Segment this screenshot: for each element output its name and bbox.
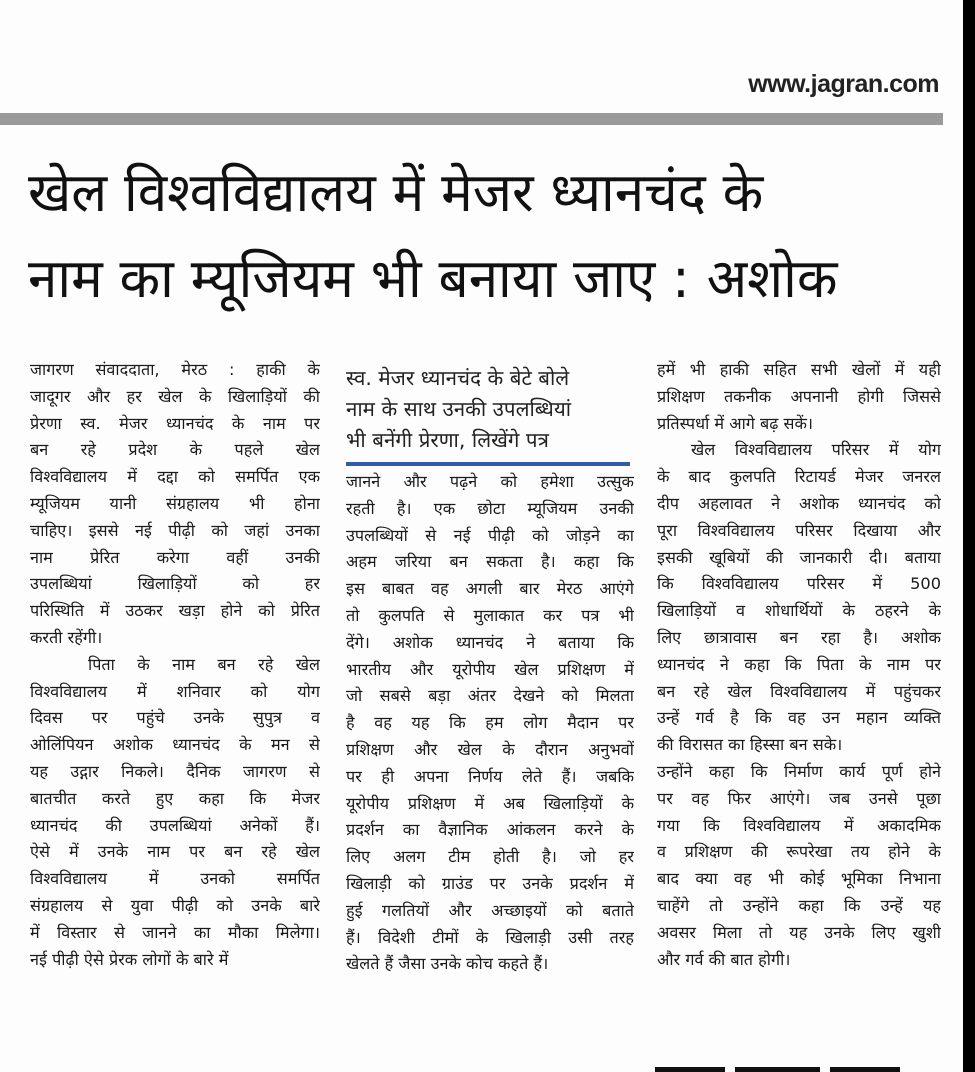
article-line: पिता के नाम बन रहे खेल bbox=[88, 654, 320, 674]
header-rule-bar bbox=[0, 113, 943, 125]
article-line: कि विश्वविद्यालय परिसर में 500 bbox=[657, 574, 941, 594]
article-line: उन्होंने कहा कि निर्माण कार्य पूर्ण होने bbox=[657, 761, 941, 781]
article-line: देंगे। अशोक ध्यानचंद ने बताया कि bbox=[346, 632, 634, 652]
subheading bbox=[346, 357, 634, 456]
article-line: जागरण संवाददाता, मेरठ : हाकी के bbox=[30, 360, 320, 379]
article-line: यूरोपीय प्रशिक्षण में अब खिलाड़ियों के bbox=[346, 793, 634, 813]
article-line: विश्वविद्यालय में दद्दा को समर्पित एक bbox=[30, 467, 320, 487]
article-line: प्रशिक्षण और खेल के दौरान अनुभवों bbox=[346, 739, 634, 759]
article-line: गया कि विश्वविद्यालय में अकादमिक bbox=[657, 815, 941, 835]
article-line: बन रहे खेल विश्वविद्यालय में पहुंचकर bbox=[657, 681, 941, 701]
article-line: की विरासत का हिस्सा बन सके। bbox=[657, 735, 843, 755]
article-line: नई पीढ़ी ऐसे प्रेरक लोगों के बारे में bbox=[30, 949, 229, 969]
article-line: लिए अलग टीम होती है। जो हर bbox=[346, 847, 634, 867]
article-line: खेल विश्वविद्यालय परिसर में योग bbox=[691, 440, 941, 460]
article-line: इस बाबत वह अगली बार मेरठ आएंगे bbox=[346, 579, 634, 599]
subheading-line: स्व. मेजर ध्यानचंद के बेटे बोले bbox=[346, 366, 570, 390]
article-line: प्रशिक्षण तकनीक अपनानी होगी जिससे bbox=[657, 386, 941, 406]
article-line: बाद क्या वह भी कोई भूमिका निभाना bbox=[657, 869, 941, 889]
subheading-line: भी बनेंगी प्रेरणा, लिखेंगे पत्र bbox=[346, 428, 549, 452]
article-line: दीप अहलावत ने अशोक ध्यानचंद को bbox=[657, 493, 941, 513]
article-line: खिलाड़ियों व शोधार्थियों के ठहरने के bbox=[657, 601, 941, 621]
article-line: बातचीत करते हुए कहा कि मेजर bbox=[30, 788, 320, 808]
article-line: ऐसे में उनके नाम पर बन रहे खेल bbox=[30, 842, 320, 862]
article-line: नाम प्रेरित करेगा वहीं उनकी bbox=[30, 547, 320, 567]
article-line: चाहेंगे तो उन्होंने कहा कि उन्हें यह bbox=[657, 895, 941, 915]
article-line: म्यूजियम यानी संग्रहालय भी होना bbox=[30, 493, 320, 513]
article-line: अवसर मिला तो यह उनके लिए खुशी bbox=[657, 922, 941, 942]
article-line: भारतीय और यूरोपीय खेल प्रशिक्षण में bbox=[346, 659, 634, 679]
article-column-2 bbox=[346, 357, 634, 978]
article-line: है वह यह कि हम लोग मैदान पर bbox=[346, 713, 634, 733]
subheading-line: नाम के साथ उनकी उपलब्धियां bbox=[346, 397, 572, 421]
article-line: जानने और पढ़ने को हमेशा उत्सुक bbox=[346, 472, 634, 491]
article-line: पर वह फिर आएंगे। जब उनसे पूछा bbox=[657, 788, 941, 808]
article-line: पर ही अपना निर्णय लेते हैं। जबकि bbox=[346, 766, 634, 786]
article-line: विश्वविद्यालय में उनको समर्पित bbox=[30, 869, 320, 889]
headline bbox=[28, 150, 925, 322]
article-line: के बाद कुलपति रिटायर्ड मेजर जनरल bbox=[657, 467, 941, 487]
article-column-3 bbox=[657, 357, 941, 973]
article-line: चाहिए। इससे नई पीढ़ी को जहां उनका bbox=[30, 520, 320, 540]
scan-edge-strip bbox=[963, 0, 975, 1072]
article-line: पूरा विश्वविद्यालय परिसर दिखाया और bbox=[657, 520, 941, 540]
article-line: प्रतिस्पर्धा में आगे बढ़ सकें। bbox=[657, 413, 814, 433]
article-line: हैं। विदेशी टीमों के खिलाड़ी उसी तरह bbox=[346, 927, 634, 947]
article-column-1 bbox=[30, 357, 320, 973]
article-line: यह उद्गार निकले। दैनिक जागरण से bbox=[30, 761, 320, 781]
article-line: बन रहे प्रदेश के पहले खेल bbox=[30, 440, 320, 460]
article-line: हमें भी हाकी सहित सभी खेलों में यही bbox=[657, 360, 941, 379]
article-line: उन्हें गर्व है कि वह उन महान व्यक्ति bbox=[657, 708, 941, 728]
article-line: खिलाड़ी को ग्राउंड पर उनके प्रदर्शन में bbox=[346, 873, 634, 893]
article-line: व प्रशिक्षण की रूपरेखा तय होने के bbox=[657, 842, 941, 862]
headline-line: नाम का म्यूजियम भी बनाया जाए : अशोक bbox=[28, 247, 838, 310]
article-line: तो कुलपति से मुलाकात कर पत्र भी bbox=[346, 605, 634, 625]
article-line: ओलिंपियन अशोक ध्यानचंद के मन से bbox=[30, 735, 320, 755]
article-line: रहती है। एक छोटा म्यूजियम उनकी bbox=[346, 498, 634, 518]
article-line: संग्रहालय से युवा पीढ़ी को उनके बारे bbox=[30, 895, 320, 915]
article-line: उपलब्धियों से नई पीढ़ी को जोड़ने का bbox=[346, 525, 634, 545]
article-line: ध्यानचंद की उपलब्धियां अनेकों हैं। bbox=[30, 815, 320, 835]
article-line: करती रहेंगी। bbox=[30, 627, 103, 647]
article-line: लिए छात्रावास बन रहा है। अशोक bbox=[657, 627, 941, 647]
article-line: इसकी खूबियों की जानकारी दी। बताया bbox=[657, 547, 941, 567]
article-line: प्रदर्शन का वैज्ञानिक आंकलन करने के bbox=[346, 820, 634, 840]
article-line: हुई गलतियों और अच्छाइयों को बताते bbox=[346, 900, 634, 920]
headline-line: खेल विश्वविद्यालय में मेजर ध्यानचंद के bbox=[28, 161, 764, 224]
article-line: ध्यानचंद ने कहा कि पिता के नाम पर bbox=[657, 654, 941, 674]
article-line: अहम जरिया बन सकता है। कहा कि bbox=[346, 552, 634, 572]
subheading-rule bbox=[346, 462, 630, 466]
article-line: प्रेरणा स्व. मेजर ध्यानचंद के नाम पर bbox=[30, 413, 320, 433]
article-line: खेलते हैं जैसा उनके कोच कहते हैं। bbox=[346, 954, 549, 974]
article-line: जादूगर और हर खेल के खिलाड़ियों की bbox=[30, 386, 320, 406]
article-line: उपलब्धियां खिलाड़ियों को हर bbox=[30, 574, 320, 594]
article-line: दिवस पर पहुंचे उनके सुपुत्र व bbox=[30, 708, 320, 728]
article-line: जो सबसे बड़ा अंतर देखने को मिलता bbox=[346, 686, 634, 706]
site-url: www.jagran.com bbox=[748, 70, 939, 98]
article-line: परिस्थिति में उठकर खड़ा होने को प्रेरित bbox=[30, 601, 320, 621]
article-line: विश्वविद्यालय में शनिवार को योग bbox=[30, 681, 320, 701]
article-line: और गर्व की बात होगी। bbox=[657, 949, 791, 969]
article-line: में विस्तार से जानने का मौका मिलेगा। bbox=[30, 922, 320, 942]
cut-off-next-heading bbox=[655, 1060, 915, 1072]
column-2-body bbox=[346, 469, 634, 978]
